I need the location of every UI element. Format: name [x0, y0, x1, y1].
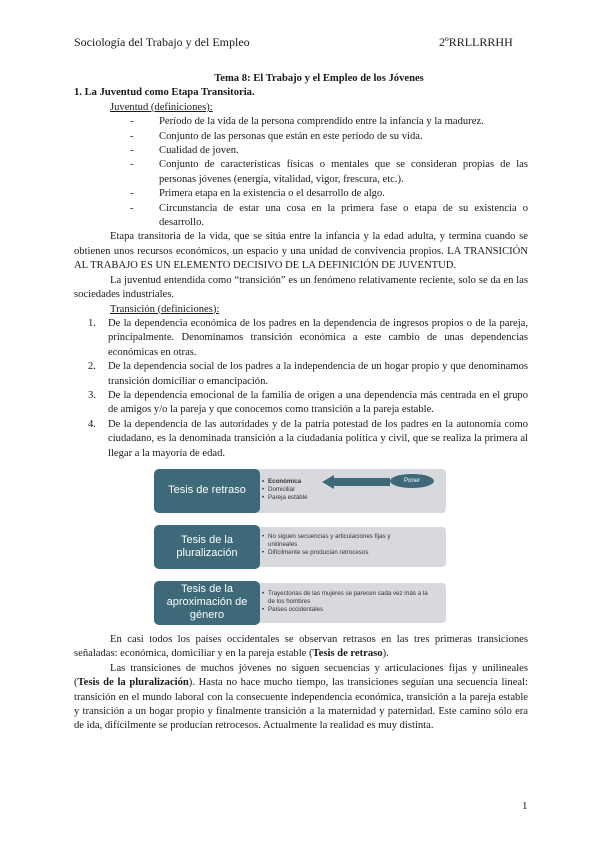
thesis-items: • Trayectorias de las mujeres se parecen cada vez más a la de los hombres • Países occidentales: [262, 590, 432, 614]
list-item: - Conjunto de las personas que están en este período de su vida.: [130, 130, 423, 142]
paragraph: La juventud entendida como “transición” es un fenómeno relativamente reciente, solo se da en las sociedades industriales.: [74, 274, 528, 301]
page-number: 1: [522, 800, 528, 812]
document-body: [74, 72, 528, 734]
page-header-right: 2ºRRLLRRHH: [439, 35, 513, 49]
juventud-heading: Juventud (definiciones):: [110, 101, 213, 113]
list-item: - Período de la vida de la persona comprendido entre la infancia y la madurez.: [130, 116, 484, 128]
list-item: 2. De la dependencia social de los padres a la independencia de un hogar propio y que denominamos transición domiciliar o emancipación.: [88, 361, 528, 387]
juventud-list: [74, 115, 528, 230]
thesis-diagram: [154, 469, 446, 625]
transicion-heading: Transición (definiciones):: [110, 303, 220, 315]
diagram-row-retraso: [154, 469, 446, 513]
thesis-box: Tesis de la pluralización: [154, 525, 260, 569]
list-item: - Cualidad de joven.: [130, 145, 239, 157]
list-item: - Primera etapa en la existencia o el desarrollo de algo.: [130, 188, 385, 200]
list-item: - Circunstancia de estar una cosa en la primera fase o etapa de su existencia o desarrollo.: [130, 202, 528, 229]
document-title: Tema 8: El Trabajo y el Empleo de los Jóvenes: [214, 73, 424, 84]
thesis-items: • Económica • Domiciliar • Pareja estable: [262, 478, 308, 502]
thesis-items: • No siguen secuencias y articulaciones fijas y unilineales • Difícilmente se producían retrocesos: [262, 533, 412, 557]
diagram-row-pluralizacion: [154, 525, 446, 569]
list-item: 4. De la dependencia de las autoridades y de la patria potestad de los padres en la autonomía como ciudadano, es la denominada transición a la ciudadanía política y civil, que se realiza la primera al llegar a la mayoría de edad.: [88, 418, 528, 459]
badge-oval: Poner: [390, 474, 434, 488]
list-item: 3. De la dependencia emocional de la familia de origen a una dependencia más centrada en el grupo de amigos y/o la pareja y que conocemos como transición a la pareja estable.: [88, 389, 528, 416]
page-header-left: Sociología del Trabajo y del Empleo: [74, 35, 250, 49]
section-heading: 1. La Juventud como Etapa Transitoria.: [74, 87, 255, 99]
paragraph: Etapa transitoria de la vida, que se sitúa entre la infancia y la edad adulta, y termina cuando se obtienen unos recursos económicos, un espacio y una unidad de convivencia propios. LA TRANSICIÓN AL TRABAJO ES UN ELEMENTO DECISIVO DE LA DEFINICIÓN DE JUVENTUD.: [74, 231, 528, 272]
paragraph: En casi todos los países occidentales se observan retrasos en las tres primeras transiciones señaladas: económica, domiciliar y en la pareja estable (Tesis de retraso).: [74, 633, 528, 660]
transicion-list: [74, 317, 528, 461]
arrow-left-icon: [322, 475, 390, 489]
paragraph: Las transiciones de muchos jóvenes no siguen secuencias y articulaciones fijas y unilineales (Tesis de la pluralización). Hasta no hace mucho tiempo, las transiciones seguían una secuencia lineal: transición en el mundo laboral con la consecuente independencia económica, transición a la pareja estable y transición a un hogar propio y finalmente transición a la maternidad y paternidad. Este camino sólo era de ida, difícilmente se producían retrocesos. Actualmente la realidad es muy distinta.: [74, 662, 528, 732]
thesis-box: Tesis de retraso: [154, 469, 260, 513]
thesis-box: Tesis de la aproximación de género: [154, 581, 260, 625]
diagram-row-genero: [154, 581, 446, 625]
list-item: - Conjunto de características físicas o mentales que se consideran propias de las personas jóvenes (energía, vitalidad, vigor, frescura, etc.).: [130, 159, 528, 185]
list-item: 1. De la dependencia económica de los padres en la dependencia de ingresos propios o de la pareja, principalmente. Denominamos transición económica a este cambio de unas dependencias económicas en otras.: [88, 317, 528, 358]
